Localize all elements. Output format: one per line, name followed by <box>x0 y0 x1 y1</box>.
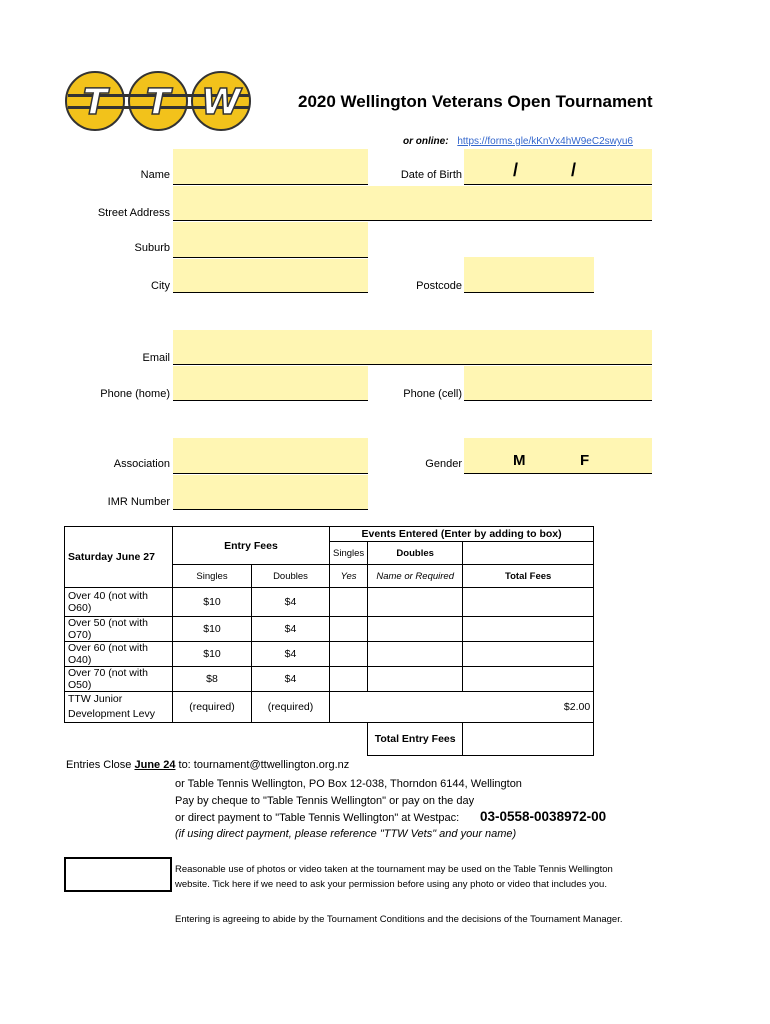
doubles-partner-cell[interactable] <box>368 588 463 617</box>
total-fee-cell[interactable] <box>463 642 594 667</box>
imr-field[interactable] <box>173 509 368 510</box>
day-header: Saturday June 27 <box>65 527 173 588</box>
online-label: or online: <box>403 136 449 147</box>
singles-entry-cell[interactable] <box>330 588 368 617</box>
singles-entry-cell[interactable] <box>330 617 368 642</box>
name-field-bg <box>173 149 368 185</box>
dob-label: Date of Birth <box>400 169 462 181</box>
svg-text:T: T <box>145 82 171 123</box>
total-entry-fees-value[interactable] <box>463 723 594 756</box>
svg-text:W: W <box>201 82 241 123</box>
levy-row <box>65 692 594 723</box>
blank-subheader <box>463 542 594 565</box>
dob-field[interactable] <box>464 184 652 185</box>
doubles-fee: $4 <box>252 642 330 667</box>
imr-label: IMR Number <box>107 496 170 508</box>
col-doubles-header: Doubles <box>252 565 330 588</box>
city-field[interactable] <box>173 292 368 293</box>
gender-label: Gender <box>425 458 462 470</box>
dob-separator-1: / <box>513 160 519 180</box>
phone-cell-field-bg <box>464 366 652 401</box>
svg-text:T: T <box>82 82 108 123</box>
event-name: Over 60 (not with O40) <box>65 642 173 667</box>
gender-field[interactable] <box>464 473 652 474</box>
total-entry-fees-label: Total Entry Fees <box>368 723 463 756</box>
city-field-bg <box>173 259 368 293</box>
events-entered-header: Events Entered (Enter by adding to box) <box>330 527 594 542</box>
association-field[interactable] <box>173 473 368 474</box>
table-row <box>65 588 594 617</box>
table-row <box>65 642 594 667</box>
email-field[interactable] <box>173 364 652 365</box>
postcode-field[interactable] <box>464 292 594 293</box>
email-field-bg <box>173 330 652 365</box>
total-row-spacer <box>65 723 368 756</box>
ttw-logo <box>64 70 254 132</box>
postcode-field-bg <box>464 257 594 293</box>
suburb-field-bg <box>173 222 368 258</box>
photo-consent-line-1: Reasonable use of photos or video taken at the tournament may be used on the Table Tennis Wellington <box>175 864 613 875</box>
singles-entry-cell[interactable] <box>330 667 368 692</box>
email-label: Email <box>142 352 170 364</box>
suburb-field[interactable] <box>173 257 368 258</box>
entries-close-line <box>66 759 349 771</box>
photo-permission-checkbox[interactable] <box>64 857 172 892</box>
singles-fee: $8 <box>173 667 252 692</box>
name-label: Name <box>140 169 170 181</box>
doubles-fee: $4 <box>252 617 330 642</box>
entries-close-prefix: Entries Close <box>66 759 135 771</box>
city-label: City <box>151 280 170 292</box>
name-or-required-header: Name or Required <box>368 565 463 588</box>
singles-fee: $10 <box>173 588 252 617</box>
page-title: 2020 Wellington Veterans Open Tournament <box>298 92 653 111</box>
ttw-logo-graphic <box>64 70 254 132</box>
entry-fees-table <box>64 526 594 756</box>
total-fee-cell[interactable] <box>463 617 594 642</box>
online-form-link[interactable]: https://forms.gle/kKnVx4hW9eC2swyu6 <box>457 136 633 147</box>
singles-fee: $10 <box>173 617 252 642</box>
gender-field-bg <box>464 438 652 474</box>
name-field[interactable] <box>173 184 368 185</box>
col-singles-header: Singles <box>173 565 252 588</box>
street-field[interactable] <box>173 220 652 221</box>
total-fee-cell[interactable] <box>463 667 594 692</box>
doubles-subheader: Doubles <box>368 542 463 565</box>
event-name: Over 50 (not with O70) <box>65 617 173 642</box>
doubles-partner-cell[interactable] <box>368 617 463 642</box>
online-line <box>403 136 633 147</box>
photo-consent-line-2: website. Tick here if we need to ask your permission before using any photo or video that includes you. <box>175 879 607 890</box>
dob-field-bg <box>464 149 652 185</box>
levy-doubles: (required) <box>252 692 330 723</box>
event-name: Over 40 (not with O60) <box>65 588 173 617</box>
suburb-label: Suburb <box>134 242 170 254</box>
singles-fee: $10 <box>173 642 252 667</box>
table-row <box>65 617 594 642</box>
total-fee-cell[interactable] <box>463 588 594 617</box>
entries-close-date: June 24 <box>134 759 176 771</box>
conditions-agreement: Entering is agreeing to abide by the Tournament Conditions and the decisions of the Tournament Manager. <box>175 914 623 925</box>
table-header-row-1 <box>65 527 594 542</box>
phone-cell-field[interactable] <box>464 400 652 401</box>
phone-home-label: Phone (home) <box>100 388 170 400</box>
singles-subheader: Singles <box>330 542 368 565</box>
imr-field-bg <box>173 475 368 510</box>
bank-account-number: 03-0558-0038972-00 <box>480 809 607 824</box>
levy-total: $2.00 <box>330 692 594 723</box>
levy-singles: (required) <box>173 692 252 723</box>
doubles-fee: $4 <box>252 667 330 692</box>
street-field-bg <box>173 186 652 221</box>
direct-payment-line: or direct payment to "Table Tennis Wellington" at Westpac: <box>175 812 460 824</box>
phone-home-field-bg <box>173 366 368 401</box>
levy-label-line-2: Development Levy <box>68 708 155 720</box>
gender-option-f[interactable]: F <box>580 452 590 469</box>
total-fees-header: Total Fees <box>463 565 594 588</box>
singles-entry-cell[interactable] <box>330 642 368 667</box>
phone-cell-label: Phone (cell) <box>403 388 462 400</box>
entry-fees-header: Entry Fees <box>173 527 330 565</box>
cheque-line: Pay by cheque to "Table Tennis Wellington" or pay on the day <box>175 795 475 807</box>
yes-header: Yes <box>330 565 368 588</box>
levy-label <box>65 692 173 723</box>
phone-home-field[interactable] <box>173 400 368 401</box>
event-name: Over 70 (not with O50) <box>65 667 173 692</box>
gender-option-m[interactable]: M <box>513 452 526 469</box>
table-row <box>65 667 594 692</box>
association-label: Association <box>113 458 170 470</box>
postcode-label: Postcode <box>416 280 462 292</box>
entries-close-suffix: to: tournament@ttwellington.org.nz <box>175 759 350 771</box>
total-row <box>65 723 594 756</box>
postal-address-line: or Table Tennis Wellington, PO Box 12-038, Thorndon 6144, Wellington <box>175 778 522 790</box>
payment-reference-note: (if using direct payment, please reference "TTW Vets" and your name) <box>175 828 517 840</box>
doubles-partner-cell[interactable] <box>368 642 463 667</box>
street-label: Street Address <box>97 207 170 219</box>
doubles-partner-cell[interactable] <box>368 667 463 692</box>
association-field-bg <box>173 438 368 474</box>
dob-separator-2: / <box>571 160 577 180</box>
levy-label-line-1: TTW Junior <box>68 693 123 705</box>
doubles-fee: $4 <box>252 588 330 617</box>
